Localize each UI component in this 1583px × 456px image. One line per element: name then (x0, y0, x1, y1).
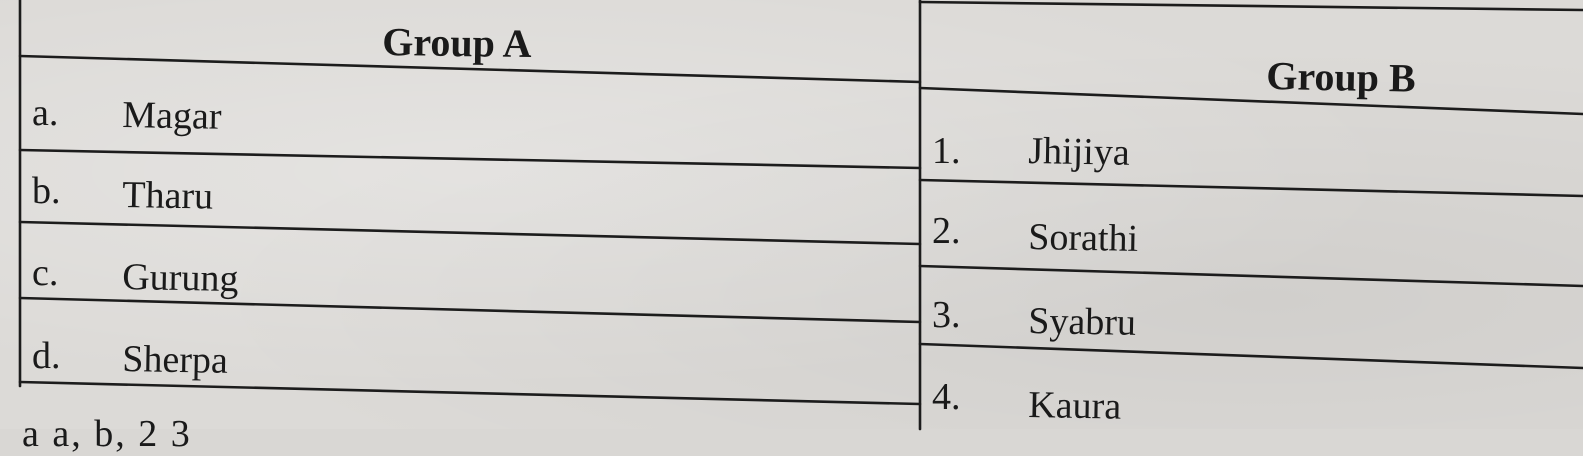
group-a-label-b: b. (32, 170, 61, 212)
group-a-item-a: Magar (121, 94, 222, 138)
group-b-label-2: 2. (932, 210, 961, 252)
group-b-item-1: Jhijiya (1027, 130, 1131, 174)
group-b-row-line-2 (920, 266, 1583, 286)
group-a-row-line-2 (20, 222, 920, 244)
group-a-header: Group A (381, 19, 532, 67)
group-b-item-2: Sorathi (1027, 216, 1139, 260)
group-a-item-b: Tharu (121, 174, 214, 218)
group-a-item-c: Gurung (121, 256, 239, 301)
group-a-label-d: d. (32, 335, 61, 377)
group-b-row-line-1 (920, 180, 1583, 196)
group-b-top-line (920, 2, 1583, 10)
group-a-item-d: Sherpa (121, 338, 229, 382)
group-b-row-line-3 (920, 344, 1583, 368)
cutoff-answer-line: a a, b, 2 3 (22, 413, 192, 455)
group-a-row-line-1 (20, 150, 920, 168)
group-b-label-4: 4. (932, 376, 961, 418)
group-b-item-4: Kaura (1027, 384, 1122, 428)
group-a-label-a: a. (32, 92, 59, 134)
group-a-bottom-line (20, 382, 920, 404)
group-b-item-3: Syabru (1027, 300, 1137, 344)
group-b-header-line (920, 88, 1583, 114)
group-b-label-3: 3. (932, 294, 961, 336)
group-b-header: Group B (1265, 53, 1417, 101)
group-a-row-line-3 (20, 298, 920, 322)
group-a-label-c: c. (32, 252, 59, 294)
group-b-label-1: 1. (932, 130, 961, 172)
